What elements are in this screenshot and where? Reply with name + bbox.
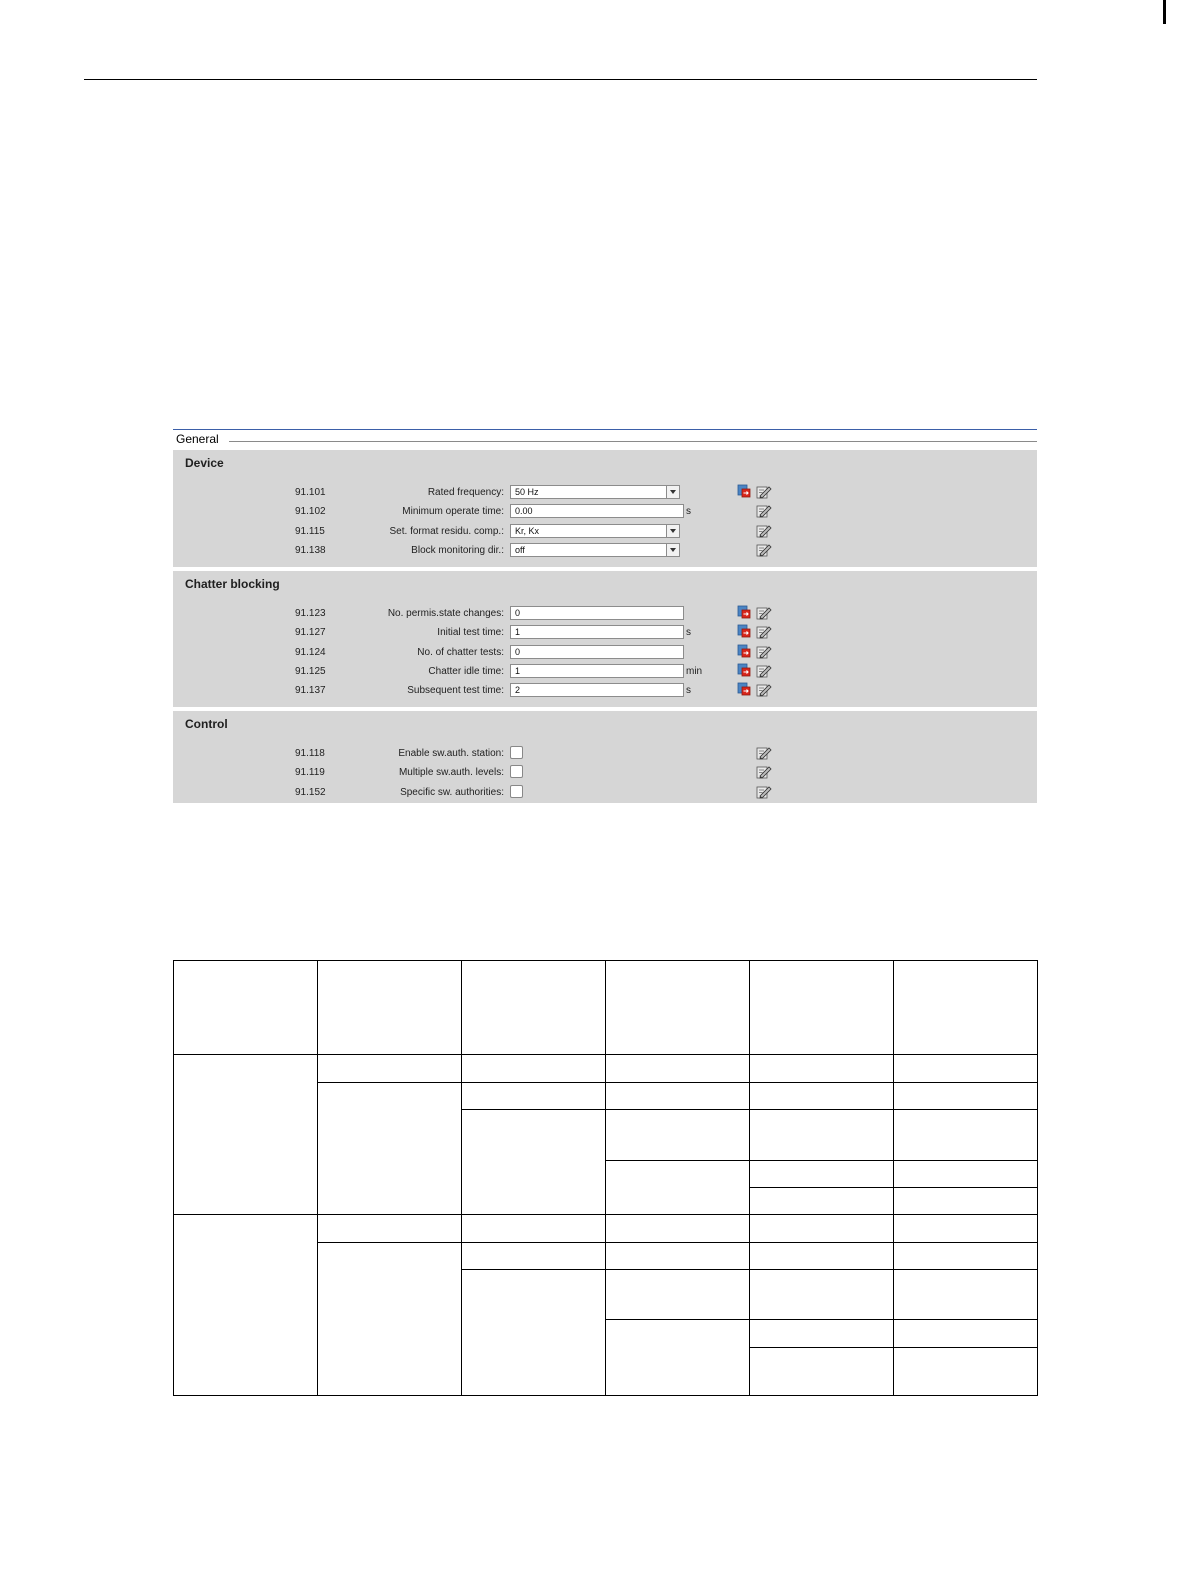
table-cell [606,1083,750,1110]
parameter-label: Set. format residu. comp.: [389,525,504,537]
table-cell [606,1110,750,1161]
parameter-row [173,682,1037,701]
parameter-label: Chatter idle time: [428,665,504,677]
section-device [173,450,1037,567]
table-cell [174,961,318,1055]
table-cell [318,961,462,1055]
parameter-label: Block monitoring dir.: [411,544,504,556]
table-cell [750,1348,894,1396]
table-cell [318,1083,462,1215]
table-cell [462,1110,606,1215]
edit-pencil-icon[interactable] [756,605,772,620]
parameter-row [173,644,1037,663]
general-header-divider [229,441,1037,442]
parameter-row [173,484,1037,503]
parameter-checkbox[interactable] [510,785,523,798]
table-row [174,1055,1038,1083]
parameter-row [173,523,1037,542]
section-title: Device [185,456,224,470]
parameter-id: 91.138 [295,544,326,556]
parameter-input[interactable]: 0.00 [510,504,684,518]
parameter-checkbox[interactable] [510,765,523,778]
parameter-label: Minimum operate time: [402,506,504,518]
edit-pencil-icon[interactable] [756,784,772,799]
table-cell [894,1348,1038,1396]
parameter-id: 91.102 [295,506,326,518]
table-cell [894,1215,1038,1243]
parameter-label: Rated frequency: [427,487,504,498]
table-cell [462,1055,606,1083]
edit-pencil-icon[interactable] [756,484,772,499]
parameter-id: 91.123 [295,608,326,619]
page-header-rule [84,79,1037,80]
table-cell [606,1320,750,1396]
parameter-row [173,503,1037,522]
table-cell [894,1083,1038,1110]
parameter-row [173,745,1037,764]
edit-pencil-icon[interactable] [756,644,772,659]
table-cell [894,1055,1038,1083]
table-cell [174,1055,318,1215]
edit-pencil-icon[interactable] [756,542,772,557]
parameter-id: 91.125 [295,665,326,677]
parameter-checkbox[interactable] [510,746,523,759]
general-title: General [176,432,219,446]
table-cell [750,961,894,1055]
edit-pencil-icon[interactable] [756,682,772,697]
edit-pencil-icon[interactable] [756,745,772,760]
table-cell [606,1055,750,1083]
table-cell [750,1055,894,1083]
parameter-id: 91.115 [295,525,325,537]
parameter-id: 91.118 [295,748,325,759]
table-cell [462,961,606,1055]
general-header [173,429,1037,449]
edit-pencil-icon[interactable] [756,503,772,518]
section-title: Chatter blocking [185,577,280,591]
parameter-id: 91.101 [295,487,326,498]
edit-pencil-icon[interactable] [756,663,772,678]
parameter-select[interactable]: Kr, Kx [510,524,670,538]
chevron-down-icon[interactable] [666,485,680,499]
parameter-label: Initial test time: [437,627,504,639]
parameter-select[interactable]: off [510,543,670,557]
copy-settings-icon[interactable] [737,682,751,696]
parameter-id: 91.152 [295,786,326,798]
table-cell [462,1243,606,1270]
parameter-id: 91.127 [295,627,326,639]
parameter-unit: s [686,627,691,639]
parameter-input[interactable]: 1 [510,625,684,639]
table-cell [894,1243,1038,1270]
section-chatter-blocking [173,571,1037,707]
table-cell [894,961,1038,1055]
edit-pencil-icon[interactable] [756,764,772,779]
copy-settings-icon[interactable] [737,644,751,658]
parameter-input[interactable]: 2 [510,683,684,697]
parameter-unit: min [686,665,703,677]
parameter-id: 91.137 [295,685,326,697]
table-cell [606,1161,750,1215]
edit-pencil-icon[interactable] [756,523,772,538]
table-cell [894,1161,1038,1188]
parameter-label: Specific sw. authorities: [400,786,504,798]
table-cell [318,1215,462,1243]
table-cell [750,1188,894,1215]
parameter-label: No. of chatter tests: [417,646,504,658]
table-cell [606,1215,750,1243]
table-cell [750,1243,894,1270]
table-cell [174,1215,318,1396]
table-cell [606,961,750,1055]
parameter-select[interactable]: 50 Hz [510,485,670,499]
table-cell [750,1110,894,1161]
chevron-down-icon[interactable] [666,524,680,538]
table-cell [750,1320,894,1348]
page-margin-bar [1163,0,1166,24]
table-cell [462,1083,606,1110]
parameter-input[interactable]: 0 [510,606,684,620]
parameter-unit: s [686,685,691,697]
parameter-id: 91.119 [295,767,325,779]
table-cell [750,1161,894,1188]
table-cell [750,1083,894,1110]
parameter-row [173,764,1037,783]
table-cell [462,1270,606,1396]
parameter-input[interactable]: 0 [510,645,684,659]
parameter-row [173,663,1037,682]
empty-document-table [173,960,1038,1396]
table-cell [894,1320,1038,1348]
copy-settings-icon[interactable] [737,663,751,677]
settings-panel [173,429,1037,803]
copy-settings-icon[interactable] [737,484,751,498]
table-cell [894,1188,1038,1215]
table-cell [462,1215,606,1243]
table-cell [606,1270,750,1320]
table-cell [894,1110,1038,1161]
parameter-label: Subsequent test time: [407,685,504,697]
edit-pencil-icon[interactable] [756,624,772,639]
section-control [173,711,1037,803]
parameter-row [173,784,1037,803]
parameter-id: 91.124 [295,646,326,658]
table-header-row [174,961,1038,1055]
table-cell [318,1055,462,1083]
copy-settings-icon[interactable] [737,605,751,619]
parameter-label: Enable sw.auth. station: [398,748,504,759]
parameter-row [173,542,1037,561]
table-cell [750,1270,894,1320]
parameter-row [173,605,1037,624]
table-cell [894,1270,1038,1320]
parameter-unit: s [686,506,691,518]
table-cell [318,1243,462,1396]
parameter-label: No. permis.state changes: [387,608,504,619]
parameter-input[interactable]: 1 [510,664,684,678]
table-cell [606,1243,750,1270]
table-cell [750,1215,894,1243]
section-title: Control [185,717,228,731]
chevron-down-icon[interactable] [666,543,680,557]
parameter-label: Multiple sw.auth. levels: [398,767,504,779]
table-row [174,1215,1038,1243]
parameter-row [173,624,1037,643]
copy-settings-icon[interactable] [737,624,751,638]
